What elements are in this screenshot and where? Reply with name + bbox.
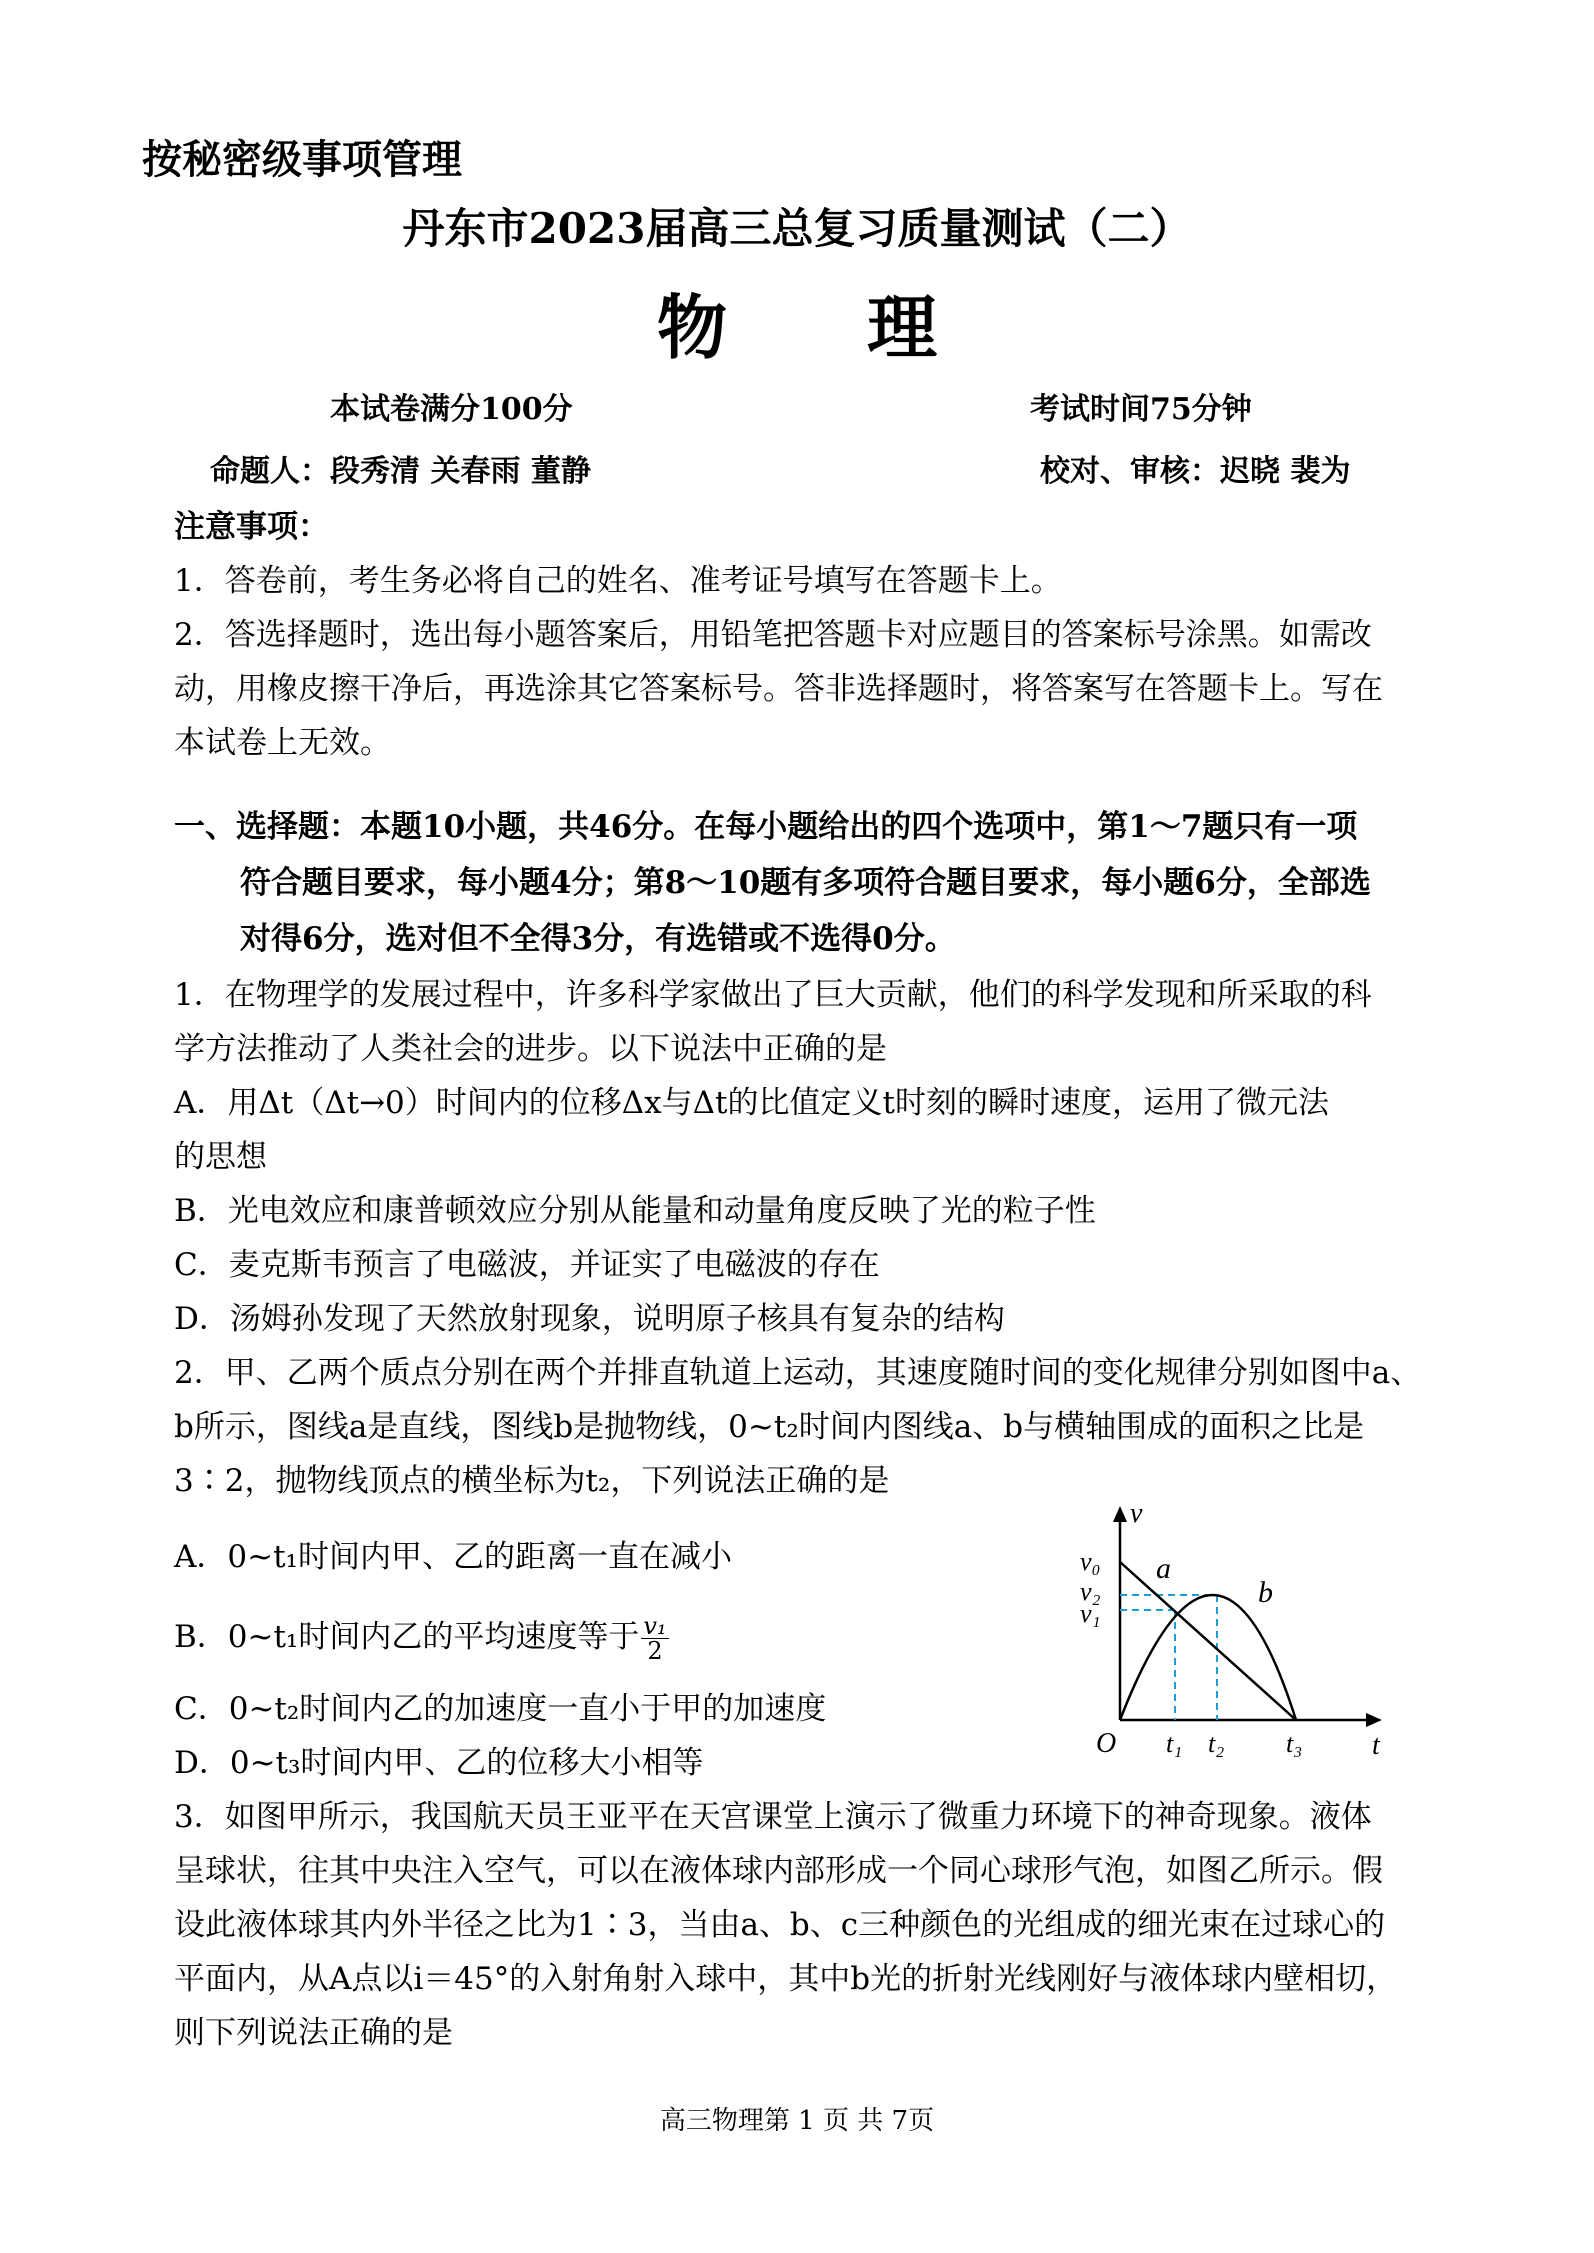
t1-label: t₁ xyxy=(1166,1729,1183,1758)
confidential-label: 按秘密级事项管理 xyxy=(142,136,462,183)
fraction xyxy=(641,1614,668,1663)
exam-title: 丹东市2023届高三总复习质量测试（二） xyxy=(402,204,1192,253)
curve-b-label: b xyxy=(1258,1576,1273,1609)
q1-option-a: A．用Δt（Δt→0）时间内的位移Δx与Δt的比值定义t时刻的瞬时速度，运用了微元法 xyxy=(174,1085,1329,1121)
q3-stem: 3．如图甲所示，我国航天员王亚平在天宫课堂上演示了微重力环境下的神奇现象。液体 xyxy=(174,1799,1372,1835)
q3-stem: 设此液体球其内外半径之比为1∶3，当由a、b、c三种颜色的光组成的细光束在过球心的 xyxy=(174,1907,1386,1943)
v1-label: v₁ xyxy=(1080,1599,1101,1628)
q2-option-d: D．0~t₃时间内甲、乙的位移大小相等 xyxy=(174,1745,704,1781)
t-axis-label: t xyxy=(1372,1730,1380,1761)
q2-stem: b所示，图线a是直线，图线b是抛物线，0~t₂时间内图线a、b与横轴围成的面积之比是 xyxy=(174,1409,1365,1445)
q3-stem: 呈球状，往其中央注入空气，可以在液体球内部形成一个同心球形气泡，如图乙所示。假 xyxy=(174,1853,1383,1889)
origin-label: O xyxy=(1096,1728,1117,1759)
t2-label: t₂ xyxy=(1208,1729,1225,1758)
q1-stem: 1．在物理学的发展过程中，许多科学家做出了巨大贡献，他们的科学发现和所采取的科 xyxy=(174,977,1372,1013)
q1-option-c: C．麦克斯韦预言了电磁波，并证实了电磁波的存在 xyxy=(174,1247,880,1283)
authors: 命题人：段秀清 关春雨 董静 xyxy=(210,454,591,489)
v-axis-arrow xyxy=(1113,1506,1127,1522)
q2-option-b-text: B．0~t₁时间内乙的平均速度等于 xyxy=(174,1619,640,1655)
notice-item: 2．答选择题时，选出每小题答案后，用铅笔把答题卡对应题目的答案标号涂黑。如需改 xyxy=(174,617,1372,653)
page-footer: 高三物理第 1 页 共 7页 xyxy=(659,2106,935,2136)
full-score: 本试卷满分100分 xyxy=(330,392,573,427)
vt-graph xyxy=(1060,1500,1420,1770)
section-heading-cont: 符合题目要求，每小题4分；第8～10题有多项符合题目要求，每小题6分，全部选 xyxy=(240,865,1371,901)
curve-b xyxy=(1120,1595,1296,1720)
q2-option-a: A．0~t₁时间内甲、乙的距离一直在减小 xyxy=(174,1539,732,1575)
q3-stem: 则下列说法正确的是 xyxy=(174,2015,453,2051)
section-heading-cont: 对得6分，选对但不全得3分，有选错或不选得0分。 xyxy=(240,921,956,957)
subject-title: 物 理 xyxy=(657,286,937,369)
v-axis-label: v xyxy=(1130,1500,1143,1529)
q2-stem: 2．甲、乙两个质点分别在两个并排直轨道上运动，其速度随时间的变化规律分别如图中a、 xyxy=(174,1355,1422,1391)
time-limit: 考试时间75分钟 xyxy=(1030,392,1252,427)
t3-label: t₃ xyxy=(1286,1729,1303,1758)
q1-option-a-cont: 的思想 xyxy=(174,1139,267,1175)
notice-item: 本试卷上无效。 xyxy=(174,725,391,761)
t-axis-arrow xyxy=(1366,1713,1382,1727)
notice-item: 动，用橡皮擦干净后，再选涂其它答案标号。答非选择题时，将答案写在答题卡上。写在 xyxy=(174,671,1383,707)
v2-label: v₂ xyxy=(1080,1577,1101,1606)
fraction-denominator: 2 xyxy=(647,1637,663,1665)
q1-stem: 学方法推动了人类社会的进步。以下说法中正确的是 xyxy=(174,1031,887,1067)
section-heading: 一、选择题：本题10小题，共46分。在每小题给出的四个选项中，第1～7题只有一项 xyxy=(174,809,1358,845)
fraction-numerator: v₁ xyxy=(643,1612,667,1640)
notice-item: 1．答卷前，考生务必将自己的姓名、准考证号填写在答题卡上。 xyxy=(174,563,1062,599)
reviewers: 校对、审核：迟晓 裴为 xyxy=(1040,454,1351,489)
notice-title: 注意事项： xyxy=(174,509,329,545)
q1-option-d: D．汤姆孙发现了天然放射现象，说明原子核具有复杂的结构 xyxy=(174,1301,1005,1337)
q2-option-c: C．0~t₂时间内乙的加速度一直小于甲的加速度 xyxy=(174,1691,827,1727)
v0-label: v₀ xyxy=(1080,1547,1101,1576)
q1-option-b: B．光电效应和康普顿效应分别从能量和动量角度反映了光的粒子性 xyxy=(174,1193,1096,1229)
line-a-label: a xyxy=(1156,1552,1171,1585)
q2-stem: 3∶2，抛物线顶点的横坐标为t₂，下列说法正确的是 xyxy=(174,1463,890,1499)
q2-option-b xyxy=(174,1614,669,1663)
q3-stem: 平面内，从A点以i＝45°的入射角射入球中，其中b光的折射光线刚好与液体球内壁相切， xyxy=(174,1961,1398,1997)
